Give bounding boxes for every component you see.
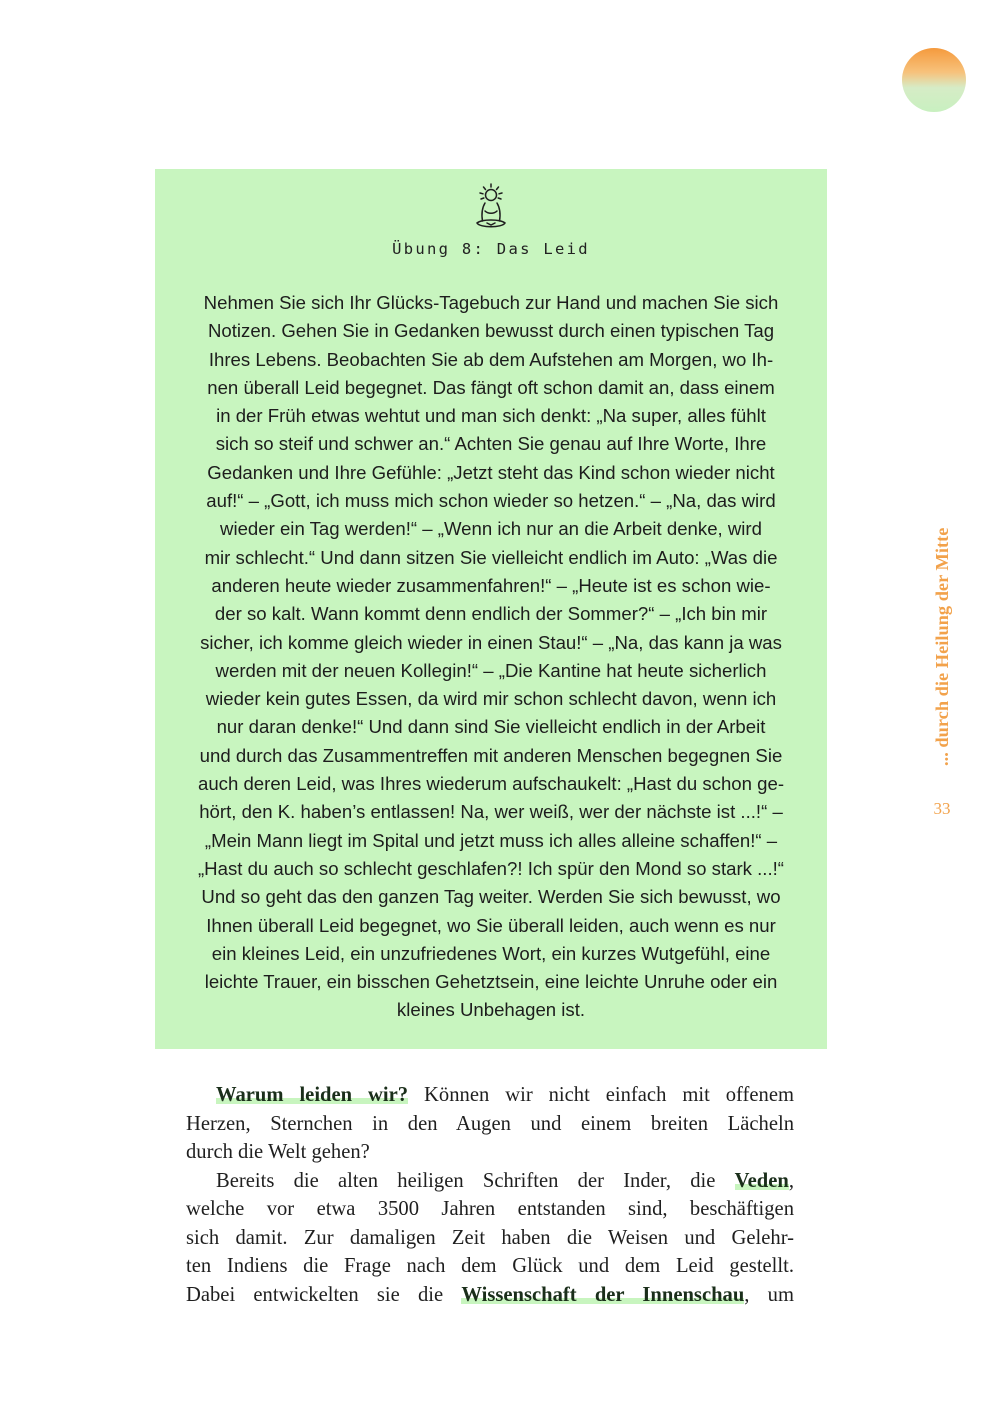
exercise-body [180, 289, 802, 1025]
key-term-highlight: Wissenschaft der Innenschau [461, 1283, 745, 1306]
exercise-text-line: wieder ein Tag werden!“ – „Wenn ich nur an die Arbeit denke, wird [220, 518, 762, 540]
exercise-text-line: sich so steif und schwer an.“ Achten Sie genau auf Ihre Worte, Ihre [215, 433, 767, 455]
exercise-text-line: auf!“ – „Gott, ich muss mich schon wieder so hetzen.“ – „Na, das wird [206, 490, 776, 512]
exercise-text-line: der so kalt. Wann kommt denn endlich der Sommer?“ – „Ich bin mir [214, 603, 768, 625]
exercise-text-line: Ihnen überall Leid begegnet, wo Sie überall leiden, auch wenn es nur [206, 914, 776, 936]
exercise-text-line: in der Früh etwas wehtut und man sich denkt: „Na super, alles fühlt [216, 405, 766, 427]
text-line: ten Indiens die Frage nach dem Glück und dem Leid gestellt. [186, 1255, 794, 1277]
exercise-text-line: Und so geht das den ganzen Tag weiter. Werden Sie sich bewusst, wo [201, 886, 781, 908]
text-run: Können wir nicht einfach mit offenem [408, 1084, 794, 1106]
page-number: 33 [933, 799, 951, 818]
text-line: sich damit. Zur damaligen Zeit haben die Weisen und Gelehr- [186, 1226, 794, 1249]
text-line [186, 1281, 794, 1310]
exercise-text-line: sicher, ich komme gleich wieder in einen Stau!“ – „Na, das kann ja was [200, 631, 782, 653]
exercise-text-line: kleines Unbehagen ist. [396, 999, 586, 1021]
exercise-text-line: ein kleines Leid, ein unzufriedenes Wort, ein kurzes Wutgefühl, eine [211, 942, 771, 964]
text-line: Herzen, Sternchen in den Augen und einem breiten Lächeln [186, 1112, 794, 1135]
exercise-text-line: Notizen. Gehen Sie in Gedanken bewusst durch einen typischen Tag [207, 320, 775, 342]
meditating-person-icon [470, 181, 512, 231]
exercise-text-line: anderen heute wieder zusammenfahren!“ – „Heute ist es schon wie- [211, 574, 771, 596]
text-run: Dabei entwickelten sie die [186, 1283, 462, 1306]
exercise-text-line: hört, den K. haben’s entlassen! Na, wer weiß, wer der nächste ist ...!“ – [199, 801, 783, 823]
text-line: durch die Welt gehen? [186, 1141, 370, 1163]
text-run: Bereits die alten heiligen Schriften der Inder, die [216, 1169, 735, 1192]
running-title: ... durch die Heilung der Mitte [932, 527, 952, 767]
exercise-text-line: werden mit der neuen Kollegin!“ – „Die Kantine hat heute sicherlich [215, 659, 767, 681]
text-run: , um [744, 1283, 795, 1306]
exercise-text-line: Nehmen Sie sich Ihr Glücks-Tagebuch zur Hand und machen Sie sich [203, 292, 779, 313]
exercise-text-line: „Mein Mann liegt im Spital und jetzt muss ich alles alleine schaffen!“ – [204, 829, 778, 851]
key-term-highlight: Veden [734, 1169, 789, 1192]
exercise-text-line: nur daran denke!“ Und dann sind Sie vielleicht endlich in der Arbeit [216, 716, 766, 738]
exercise-text-line: Gedanken und Ihre Gefühle: „Jetzt steht das Kind schon wieder nicht [207, 461, 775, 483]
exercise-text-line: wieder kein gutes Essen, da wird mir schon schlecht davon, wenn ich [205, 688, 777, 710]
text-line [186, 1081, 794, 1110]
exercise-text-line: „Hast du auch so schlecht geschlafen?! Ich spür den Mond so stark ...!“ [197, 857, 784, 879]
exercise-text-line: Ihres Lebens. Beobachten Sie ab dem Aufstehen am Morgen, wo Ih- [208, 348, 774, 370]
exercise-text-line: auch deren Leid, was Ihres wiederum aufschaukelt: „Hast du schon ge- [197, 773, 785, 795]
corner-sun-decoration [902, 48, 966, 112]
text-run: , [788, 1169, 794, 1192]
key-term-highlight: Warum leiden wir? [216, 1084, 409, 1106]
exercise-text-line: leichte Trauer, ein bisschen Gehetztsein, eine leichte Unruhe oder ein [204, 971, 778, 993]
text-line: welche vor etwa 3500 Jahren entstanden sind, beschäftigen [186, 1198, 794, 1220]
exercise-title: Übung 8: Das Leid [392, 240, 590, 258]
exercise-text-line: und durch das Zusammentreffen mit anderen Menschen begegnen Sie [199, 744, 783, 766]
exercise-text-line: nen überall Leid begegnet. Das fängt oft schon damit an, dass einem [207, 376, 775, 398]
text-line [186, 1167, 794, 1196]
main-text [186, 1081, 794, 1309]
exercise-text-line: mir schlecht.“ Und dann sitzen Sie vielleicht endlich im Auto: „Was die [204, 546, 778, 568]
